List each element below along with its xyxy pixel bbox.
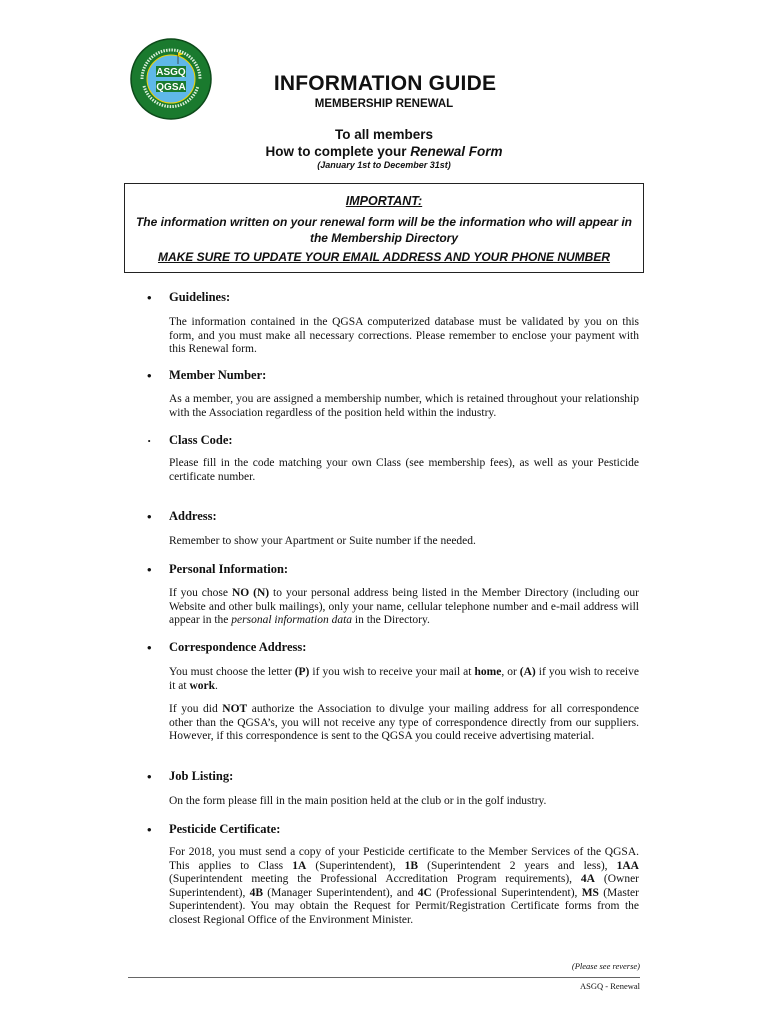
audience-line: To all members xyxy=(334,127,434,142)
section-heading: Guidelines: xyxy=(169,290,231,304)
bullet-icon: • xyxy=(147,290,152,305)
section-heading: Personal Information: xyxy=(169,562,289,576)
section-text: For 2018, you must send a copy of your Pesticide certificate to the Member Services of the QGSA. This applies to Class 1A (Superintendent), 1B (Superintendent 2 years and less), 1AA (Superintendent meeting the Professional Accreditation Program requirements), 4A (Owner Superintendent), 4B (Manager Superintendent), and 4C (Professional Superintendent), MS (Master Superintendent). You may obtain the Request for Permit/Registration Certificate forms from the closest Regional Office of the Environment Minister. xyxy=(169,846,639,926)
bullet-icon: • xyxy=(147,509,152,524)
update-reminder: MAKE SURE TO UPDATE YOUR EMAIL ADDRESS AND YOUR PHONE NUMBER xyxy=(157,250,611,264)
section-text: As a member, you are assigned a membership number, which is retained throughout your relationship with the Association regardless of the position held within the industry. xyxy=(169,393,639,419)
section-text: The information contained in the QGSA computerized database must be validated by you on this form, and you must make all necessary corrections. Please remember to enclose your payment with this Renewal form. xyxy=(169,316,639,356)
important-message: The information written on your renewal form will be the information who will appear in the Membership Directory xyxy=(135,215,633,245)
howto-line: How to complete your Renewal Form xyxy=(265,144,503,159)
section-text: On the form please fill in the main position held at the club or in the golf industry. xyxy=(169,795,547,807)
bullet-icon: • xyxy=(147,368,152,383)
important-notice-box xyxy=(124,183,644,273)
section-text: If you chose NO (N) to your personal address being listed in the Member Directory (including our Website and other bulk mailings), only your name, cellular telephone number and e-mail address will appear in the personal information data in the Directory. xyxy=(169,587,640,627)
bullet-icon: • xyxy=(147,769,152,784)
section-text: Remember to show your Apartment or Suite number if the needed. xyxy=(169,535,476,547)
see-reverse-note: (Please see reverse) xyxy=(571,961,640,971)
bullet-icon: • xyxy=(147,640,152,655)
footer-divider xyxy=(128,977,640,978)
section-heading: Correspondence Address: xyxy=(169,640,307,654)
section-heading: Address: xyxy=(169,509,217,523)
section-heading: Class Code: xyxy=(169,433,233,447)
section-heading: Job Listing: xyxy=(169,769,234,783)
bullet-icon: · xyxy=(147,433,152,448)
important-heading: IMPORTANT: xyxy=(345,194,423,208)
svg-text:QGSA: QGSA xyxy=(156,82,186,93)
section-heading: Pesticide Certificate: xyxy=(169,822,281,836)
page-subtitle: MEMBERSHIP RENEWAL xyxy=(314,98,454,110)
section-text: If you did NOT authorize the Association to divulge your mailing address for all correspondence other than the QGSA’s, you will not receive any type of correspondence directly from our suppliers. However, if this correspondence is sent to the QGSA you could receive advertising material. xyxy=(169,703,640,743)
section-text: Please fill in the code matching your own Class (see membership fees), as well as your Pesticide certificate number. xyxy=(169,457,639,483)
date-range: (January 1st to December 31st) xyxy=(317,160,451,170)
bullet-icon: • xyxy=(147,562,152,577)
document-id: ASGQ - Renewal xyxy=(580,981,640,991)
bullet-icon: • xyxy=(147,822,152,837)
svg-text:ASGQ: ASGQ xyxy=(156,67,186,78)
section-text: You must choose the letter (P) if you wish to receive your mail at home, or (A) if you wish to receive it at work. xyxy=(169,666,639,692)
section-heading: Member Number: xyxy=(169,368,267,382)
page-title: INFORMATION GUIDE xyxy=(273,72,497,95)
